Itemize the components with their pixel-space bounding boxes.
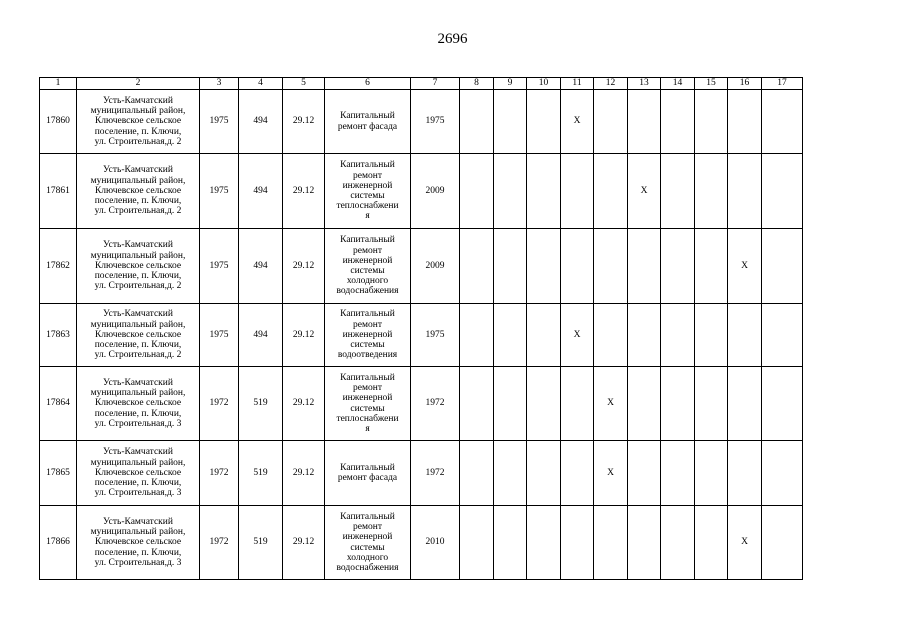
period-cell <box>762 90 803 154</box>
row-id: 17865 <box>40 441 77 506</box>
period-cell <box>661 90 695 154</box>
row-id: 17862 <box>40 229 77 304</box>
period-cell <box>561 229 594 304</box>
period-cell <box>628 506 661 580</box>
value-cell: 494 <box>239 154 283 229</box>
period-cell <box>561 506 594 580</box>
period-cell <box>527 304 561 367</box>
period-cell <box>628 304 661 367</box>
column-number-row <box>40 78 803 90</box>
period-cell <box>460 154 494 229</box>
period-cell <box>695 229 728 304</box>
column-header: 2 <box>77 78 200 90</box>
period-cell <box>695 154 728 229</box>
registry-table <box>39 77 803 580</box>
table-row <box>40 441 803 506</box>
period-cell <box>695 441 728 506</box>
date-cell: 29.12 <box>283 441 325 506</box>
period-cell <box>460 506 494 580</box>
period-cell <box>661 367 695 441</box>
period-cell <box>728 441 762 506</box>
row-id: 17863 <box>40 304 77 367</box>
period-cell <box>695 304 728 367</box>
value-cell: 494 <box>239 90 283 154</box>
period-cell: X <box>728 506 762 580</box>
year-cell: 2009 <box>411 229 460 304</box>
column-header: 9 <box>494 78 527 90</box>
period-cell <box>494 154 527 229</box>
column-header: 3 <box>200 78 239 90</box>
period-cell <box>628 367 661 441</box>
value-cell: 519 <box>239 506 283 580</box>
table-row <box>40 367 803 441</box>
period-cell <box>494 506 527 580</box>
period-cell <box>728 304 762 367</box>
row-id: 17861 <box>40 154 77 229</box>
date-cell: 29.12 <box>283 506 325 580</box>
column-header: 14 <box>661 78 695 90</box>
period-cell <box>628 90 661 154</box>
period-cell: X <box>628 154 661 229</box>
column-header: 7 <box>411 78 460 90</box>
period-cell <box>460 90 494 154</box>
date-cell: 29.12 <box>283 90 325 154</box>
period-cell <box>661 506 695 580</box>
period-cell <box>561 367 594 441</box>
period-cell <box>762 229 803 304</box>
address-cell: Усть-Камчатский муниципальный район, Ключевское сельское поселение, п. Ключи, ул. Строительная,д. 3 <box>77 367 200 441</box>
table-row <box>40 229 803 304</box>
year-built-cell: 1975 <box>200 90 239 154</box>
work-type-cell: Капитальный ремонт инженерной системы холодного водоснабжения <box>325 229 411 304</box>
column-header: 8 <box>460 78 494 90</box>
column-header: 12 <box>594 78 628 90</box>
period-cell <box>561 154 594 229</box>
period-cell: X <box>594 367 628 441</box>
period-cell: X <box>728 229 762 304</box>
period-cell <box>527 367 561 441</box>
period-cell <box>494 229 527 304</box>
period-cell <box>494 441 527 506</box>
work-type-cell: Капитальный ремонт инженерной системы теплоснабжени я <box>325 367 411 441</box>
period-cell <box>460 304 494 367</box>
period-cell <box>728 154 762 229</box>
value-cell: 494 <box>239 229 283 304</box>
value-cell: 519 <box>239 441 283 506</box>
period-cell <box>762 506 803 580</box>
period-cell <box>494 304 527 367</box>
period-cell <box>762 304 803 367</box>
period-cell <box>762 441 803 506</box>
row-id: 17860 <box>40 90 77 154</box>
year-cell: 1972 <box>411 367 460 441</box>
year-cell: 2009 <box>411 154 460 229</box>
period-cell <box>494 367 527 441</box>
column-header: 10 <box>527 78 561 90</box>
period-cell <box>695 506 728 580</box>
period-cell <box>594 229 628 304</box>
value-cell: 494 <box>239 304 283 367</box>
period-cell <box>661 154 695 229</box>
period-cell <box>527 154 561 229</box>
period-cell <box>695 367 728 441</box>
work-type-cell: Капитальный ремонт фасада <box>325 441 411 506</box>
period-cell <box>728 367 762 441</box>
table-row <box>40 154 803 229</box>
period-cell <box>594 304 628 367</box>
year-cell: 1972 <box>411 441 460 506</box>
date-cell: 29.12 <box>283 229 325 304</box>
period-cell <box>594 90 628 154</box>
column-header: 16 <box>728 78 762 90</box>
row-id: 17866 <box>40 506 77 580</box>
period-cell <box>762 154 803 229</box>
period-cell <box>628 229 661 304</box>
period-cell <box>460 367 494 441</box>
table-row <box>40 90 803 154</box>
table-row <box>40 506 803 580</box>
work-type-cell: Капитальный ремонт инженерной системы теплоснабжени я <box>325 154 411 229</box>
year-built-cell: 1972 <box>200 506 239 580</box>
value-cell: 519 <box>239 367 283 441</box>
table-row <box>40 304 803 367</box>
year-built-cell: 1975 <box>200 304 239 367</box>
work-type-cell: Капитальный ремонт инженерной системы водоотведения <box>325 304 411 367</box>
period-cell <box>460 441 494 506</box>
column-header: 13 <box>628 78 661 90</box>
row-id: 17864 <box>40 367 77 441</box>
address-cell: Усть-Камчатский муниципальный район, Ключевское сельское поселение, п. Ключи, ул. Строительная,д. 3 <box>77 506 200 580</box>
period-cell <box>628 441 661 506</box>
period-cell <box>661 304 695 367</box>
year-cell: 1975 <box>411 90 460 154</box>
column-header: 15 <box>695 78 728 90</box>
date-cell: 29.12 <box>283 367 325 441</box>
address-cell: Усть-Камчатский муниципальный район, Ключевское сельское поселение, п. Ключи, ул. Строительная,д. 2 <box>77 154 200 229</box>
period-cell <box>527 229 561 304</box>
period-cell <box>695 90 728 154</box>
year-built-cell: 1972 <box>200 441 239 506</box>
year-cell: 1975 <box>411 304 460 367</box>
column-header: 1 <box>40 78 77 90</box>
address-cell: Усть-Камчатский муниципальный район, Ключевское сельское поселение, п. Ключи, ул. Строительная,д. 3 <box>77 441 200 506</box>
work-type-cell: Капитальный ремонт инженерной системы холодного водоснабжения <box>325 506 411 580</box>
date-cell: 29.12 <box>283 304 325 367</box>
period-cell <box>762 367 803 441</box>
year-built-cell: 1975 <box>200 229 239 304</box>
period-cell <box>561 441 594 506</box>
period-cell <box>661 441 695 506</box>
period-cell <box>494 90 527 154</box>
date-cell: 29.12 <box>283 154 325 229</box>
period-cell: X <box>561 90 594 154</box>
year-built-cell: 1975 <box>200 154 239 229</box>
page-number: 2696 <box>437 31 468 47</box>
work-type-cell: Капитальный ремонт фасада <box>325 90 411 154</box>
year-built-cell: 1972 <box>200 367 239 441</box>
column-header: 5 <box>283 78 325 90</box>
address-cell: Усть-Камчатский муниципальный район, Ключевское сельское поселение, п. Ключи, ул. Строительная,д. 2 <box>77 304 200 367</box>
column-header: 17 <box>762 78 803 90</box>
period-cell <box>527 90 561 154</box>
column-header: 11 <box>561 78 594 90</box>
address-cell: Усть-Камчатский муниципальный район, Ключевское сельское поселение, п. Ключи, ул. Строительная,д. 2 <box>77 90 200 154</box>
period-cell <box>527 506 561 580</box>
year-cell: 2010 <box>411 506 460 580</box>
period-cell <box>460 229 494 304</box>
period-cell <box>661 229 695 304</box>
column-header: 6 <box>325 78 411 90</box>
period-cell: X <box>561 304 594 367</box>
period-cell: X <box>594 441 628 506</box>
period-cell <box>594 506 628 580</box>
column-header: 4 <box>239 78 283 90</box>
period-cell <box>594 154 628 229</box>
period-cell <box>728 90 762 154</box>
address-cell: Усть-Камчатский муниципальный район, Ключевское сельское поселение, п. Ключи, ул. Строительная,д. 2 <box>77 229 200 304</box>
period-cell <box>527 441 561 506</box>
